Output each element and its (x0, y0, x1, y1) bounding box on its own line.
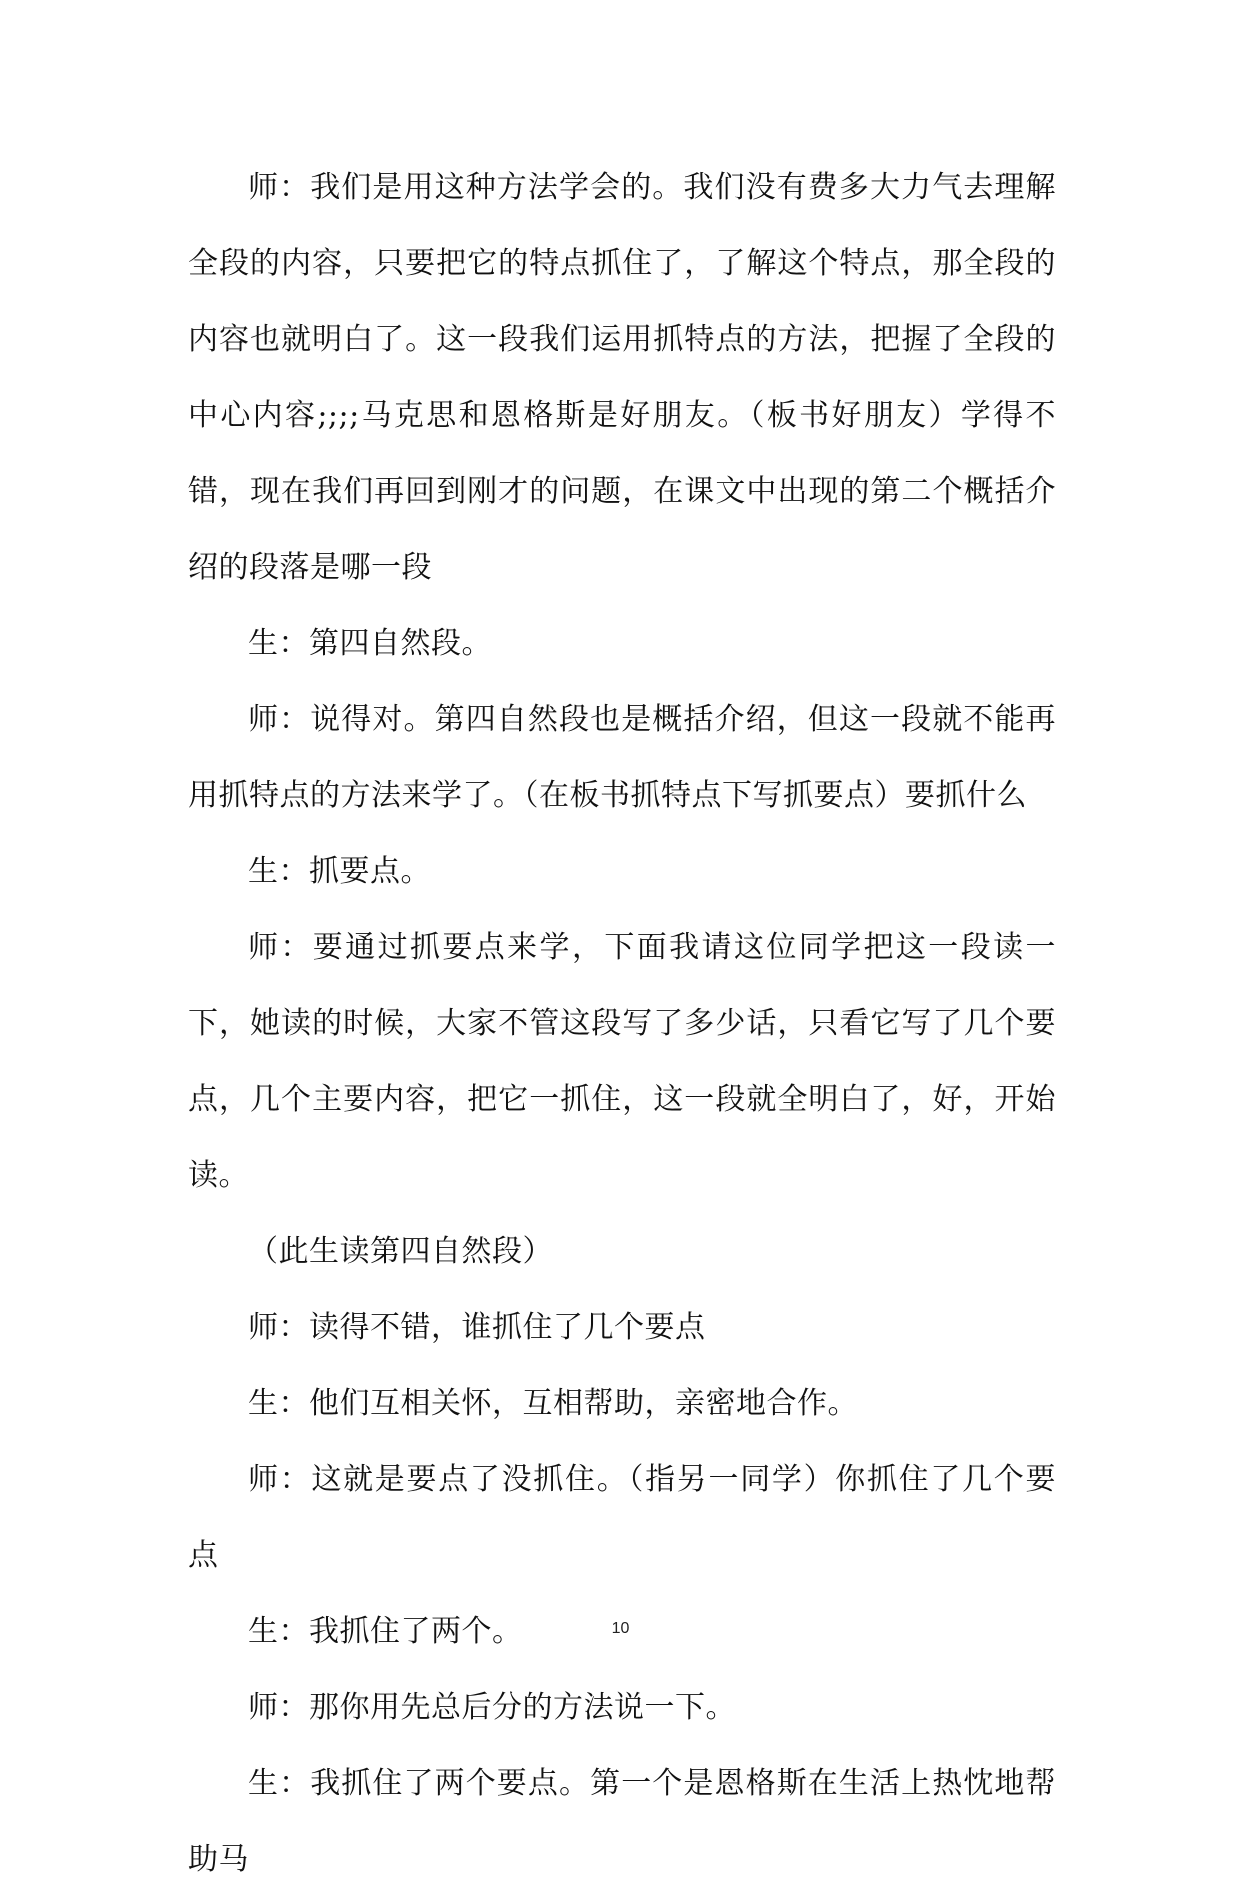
paragraph-student-answer: 生：我抓住了两个要点。第一个是恩格斯在生活上热忱地帮助马 (188, 1766, 1056, 1877)
paragraph-teacher-question: 师：说得对。第四自然段也是概括介绍，但这一段就不能再用抓特点的方法来学了。（在板书抓特点下写抓要点）要抓什么 (188, 702, 1056, 813)
paragraph-teacher-instruction: 师：那你用先总后分的方法说一下。 (248, 1690, 736, 1725)
paragraph-teacher-question: 师：读得不错，谁抓住了几个要点 (248, 1310, 706, 1345)
page-number: 10 (611, 1620, 630, 1637)
paragraph-teacher-summary: 师：我们是用这种方法学会的。我们没有费多大力气去理解全段的内容，只要把它的特点抓住了，了解这个特点，那全段的内容也就明白了。这一段我们运用抓特点的方法，把握了全段的中心内容;;;;马克思和恩格斯是好朋友。（板书好朋友）学得不错，现在我们再回到刚才的问题，在课文中出现的第二个概括介绍的段落是哪一段 (188, 170, 1056, 585)
paragraph-student-answer: 生：他们互相关怀，互相帮助，亲密地合作。 (248, 1386, 858, 1421)
paragraph-student-answer: 生：第四自然段。 (248, 626, 492, 661)
paragraph-teacher-instruction: 师：要通过抓要点来学，下面我请这位同学把这一段读一下，她读的时候，大家不管这段写了多少话，只看它写了几个要点，几个主要内容，把它一抓住，这一段就全明白了，好，开始读。 (188, 930, 1056, 1193)
paragraph-student-answer: 生：我抓住了两个。 (248, 1614, 523, 1649)
paragraph-teacher-question: 师：这就是要点了没抓住。（指另一同学）你抓住了几个要点 (188, 1462, 1056, 1573)
paragraph-student-answer: 生：抓要点。 (248, 854, 431, 889)
paragraph-stage-note: （此生读第四自然段） (248, 1234, 553, 1269)
